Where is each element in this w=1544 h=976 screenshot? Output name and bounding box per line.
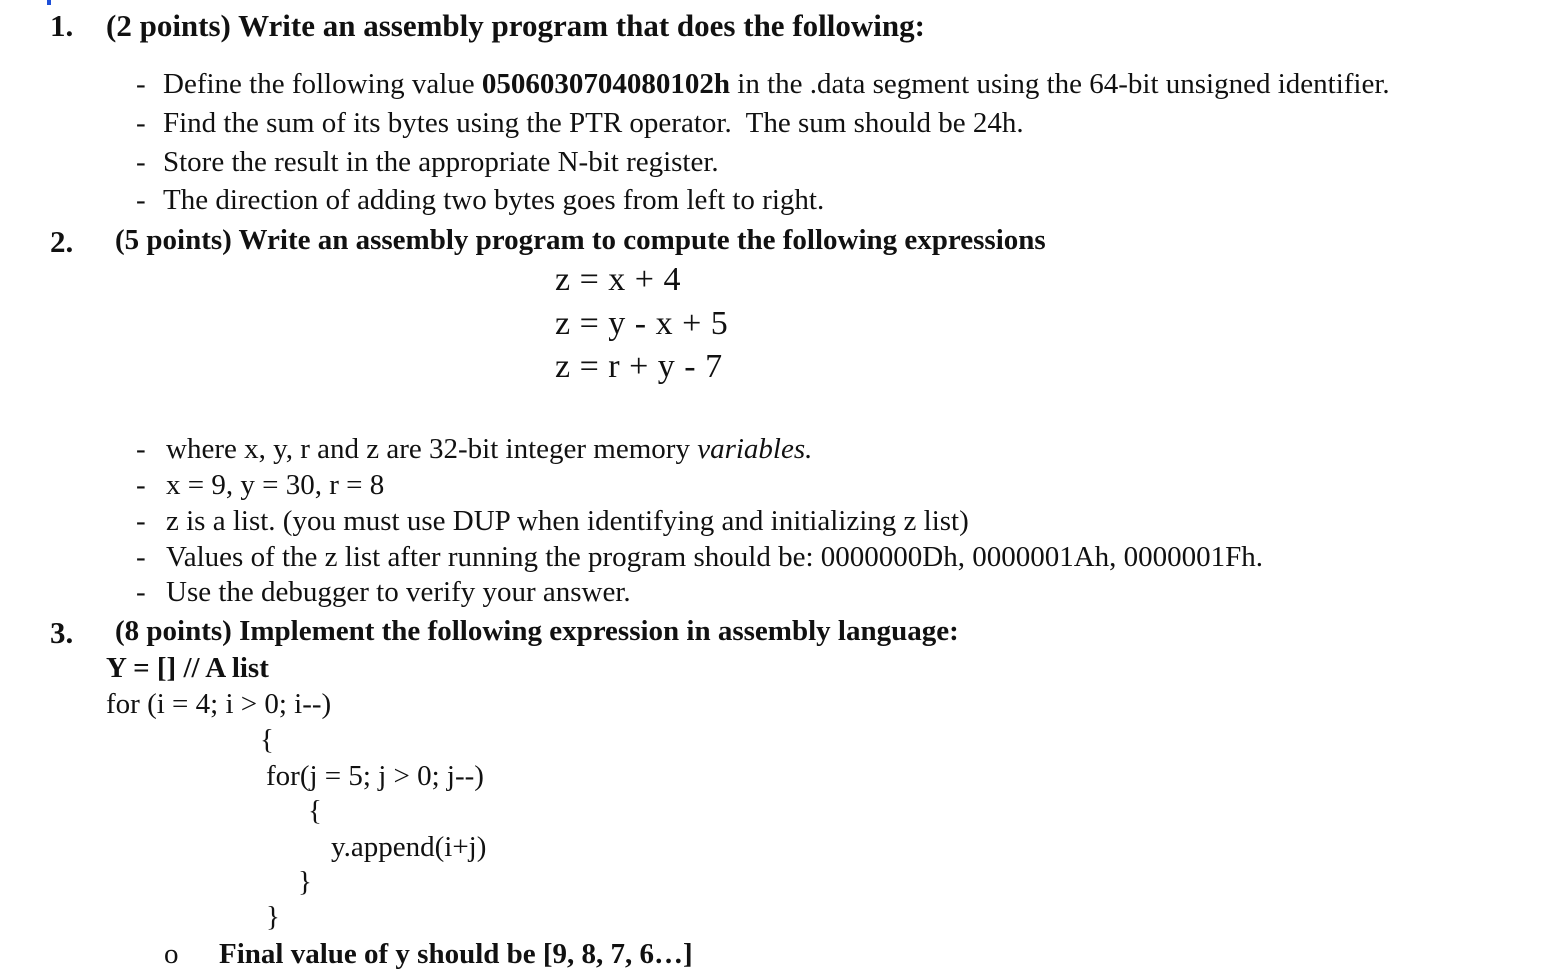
q1-hex-value: 0506030704080102h bbox=[481, 68, 731, 100]
q2-bullet-1-dash: - bbox=[136, 433, 146, 465]
q1-bullet-1-prefix: Define the following value bbox=[163, 68, 482, 100]
q2-bullet-3: z is a list. (you must use DUP when identifying and initializing z list) bbox=[166, 505, 969, 537]
q1-bullet-4-dash: - bbox=[136, 184, 146, 216]
q1-bullet-4: The direction of adding two bytes goes from left to right. bbox=[163, 184, 825, 216]
q3-code-line-7: } bbox=[298, 866, 312, 898]
q2-bullet-2-dash: - bbox=[136, 469, 146, 501]
q1-bullet-2-dash: - bbox=[136, 107, 146, 139]
q2-bullet-4: Values of the z list after running the program should be: 0000000Dh, 0000001Ah, 0000001Fh. bbox=[166, 541, 1264, 573]
q2-bullet-1-emph: variables. bbox=[697, 433, 813, 465]
q2-bullet-5: Use the debugger to verify your answer. bbox=[166, 576, 631, 608]
q1-bullet-3: Store the result in the appropriate N-bit register. bbox=[163, 146, 719, 178]
q1-bullet-1-dash: - bbox=[136, 68, 146, 100]
q3-final-note: Final value of y should be [9, 8, 7, 6…] bbox=[219, 938, 693, 970]
q2-bullet-3-dash: - bbox=[136, 505, 146, 537]
q2-equation-1: z = x + 4 bbox=[555, 261, 681, 298]
q2-title: (5 points) Write an assembly program to compute the following expressions bbox=[115, 224, 1046, 256]
q2-equation-3: z = r + y - 7 bbox=[555, 348, 723, 385]
q1-bullet-2: Find the sum of its bytes using the PTR operator. The sum should be 24h. bbox=[163, 107, 1024, 139]
q2-bullet-4-dash: - bbox=[136, 541, 146, 573]
q1-bullet-1 bbox=[163, 68, 1390, 101]
q3-code-line-2: for (i = 4; i > 0; i--) bbox=[106, 688, 332, 720]
q3-code-line-5: { bbox=[308, 795, 322, 827]
q2-number: 2. bbox=[50, 224, 74, 259]
q3-title: (8 points) Implement the following expression in assembly language: bbox=[115, 615, 959, 647]
blue-corner-mark bbox=[47, 0, 51, 5]
q2-bullet-1-prefix: where x, y, r and z are 32-bit integer memory bbox=[166, 433, 698, 465]
q3-code-line-4: for(j = 5; j > 0; j--) bbox=[266, 760, 484, 792]
q3-final-bullet: o bbox=[164, 938, 179, 970]
q2-bullet-2: x = 9, y = 30, r = 8 bbox=[166, 469, 385, 501]
q3-code-line-8: } bbox=[266, 901, 280, 933]
q2-equation-2: z = y - x + 5 bbox=[555, 305, 729, 342]
q1-number: 1. bbox=[50, 8, 74, 43]
q3-code-line-3: { bbox=[260, 724, 274, 756]
q1-bullet-1-suffix: in the .data segment using the 64-bit unsigned identifier. bbox=[730, 68, 1390, 100]
q2-bullet-5-dash: - bbox=[136, 576, 146, 608]
q1-bullet-3-dash: - bbox=[136, 146, 146, 178]
q3-code-line-1: Y = [] // A list bbox=[106, 652, 269, 684]
q2-bullet-1 bbox=[166, 433, 812, 466]
q3-code-line-6: y.append(i+j) bbox=[331, 831, 487, 863]
q3-number: 3. bbox=[50, 615, 74, 650]
q1-title: (2 points) Write an assembly program that does the following: bbox=[106, 8, 925, 43]
